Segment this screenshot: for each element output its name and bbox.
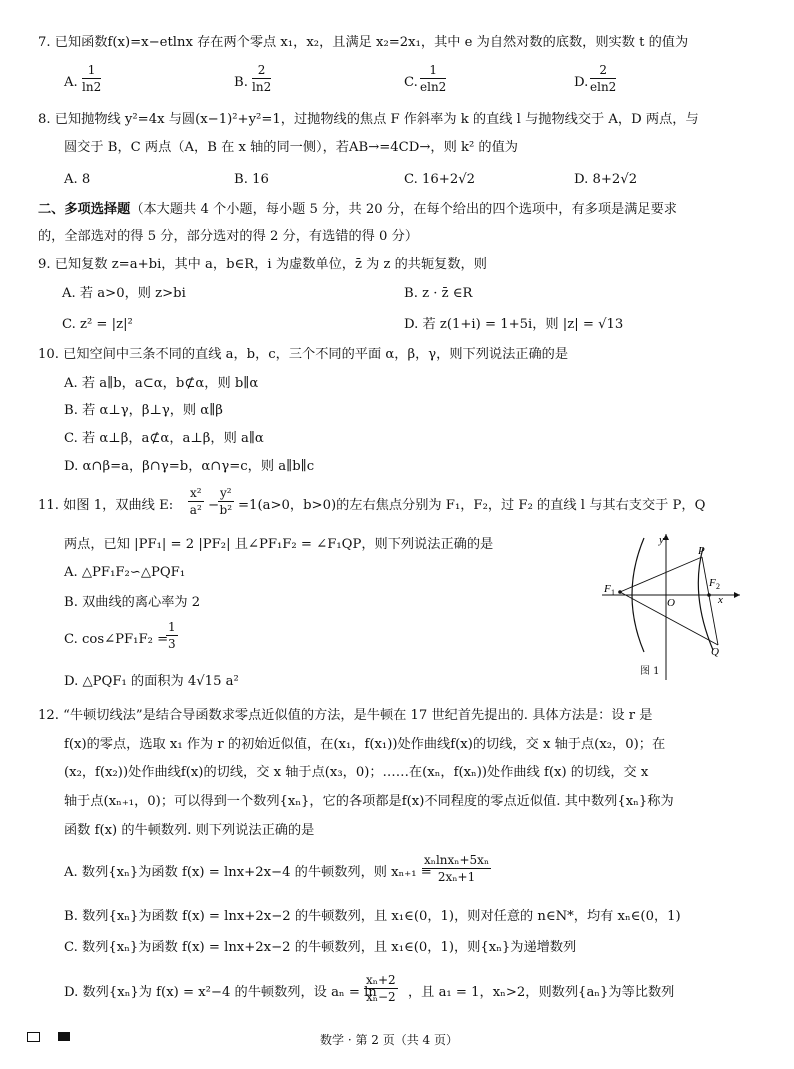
q12-option-d-post: ，且 a₁ = 1，xₙ>2，则数列{aₙ}为等比数列 <box>408 985 675 1000</box>
q7-option-b-frac: $\frac{2}{\ln 2}$ <box>252 63 272 94</box>
page-footer: 数学 · 第 2 页（共 4 页） <box>320 1033 458 1047</box>
focus-f1-point <box>618 590 622 594</box>
q8-stem-line1: 8. 已知抛物线 y²=4x 与圆(x−1)²+y²=1，过抛物线的焦点 F 作斜率为 k 的直线 l 与抛物线交于 A，D 两点，与 <box>38 112 699 127</box>
label-f1-sub: 1 <box>611 588 615 597</box>
q12-option-d-frac: $\frac{\text{xₙ+2}}{\text{xₙ−2}}$ <box>366 973 396 1004</box>
q12-stem-line1: 12. “牛顿切线法”是结合导函数求零点近似值的方法，是牛顿在 17 世纪首先提出的. 具体方法是：设 r 是 <box>38 708 653 723</box>
q11-option-d: D. △PQF₁ 的面积为 4√15 a² <box>64 674 239 689</box>
q11-stem-pre: 11. 如图 1，双曲线 E: <box>38 498 174 513</box>
label-f2-sub: 2 <box>716 582 720 591</box>
x-axis-arrow <box>734 592 740 598</box>
q7-option-d-frac: $\frac{2}{eln2}$ <box>590 63 617 94</box>
q7-option-a-frac: $\frac{1}{\ln 2}$ <box>82 63 102 94</box>
figure-1-hyperbola <box>598 530 744 690</box>
q10-option-c: C. 若 α⊥β，a⊄α，a⊥β，则 a∥α <box>64 431 264 446</box>
q12-option-d-pre: D. 数列{xₙ}为 f(x) = x²−4 的牛顿数列，设 aₙ = ln <box>64 985 377 1000</box>
q11-y2-over-b2: $\frac{\text{y²}}{\text{b²}}$ <box>219 486 233 517</box>
q7-option-c-label: C. <box>404 75 418 90</box>
q12-stem-line3: (x₂，f(x₂))处作曲线f(x)的切线，交 x 轴于点(x₃，0)；……在(xₙ，f(xₙ))处作曲线 f(x) 的切线，交 x <box>64 765 649 780</box>
q12-stem-line2: f(x)的零点，选取 x₁ 作为 r 的初始近似值，在(x₁，f(x₁))处作曲线f(x)的切线，交 x 轴于点(x₂，0)；在 <box>64 737 666 752</box>
q8-option-b: B. 16 <box>234 172 269 187</box>
label-f1: F <box>604 583 611 595</box>
q11-option-c-frac: $\frac{1}{3}$ <box>168 620 176 651</box>
q12-stem-line5: 函数 f(x) 的牛顿数列. 则下列说法正确的是 <box>64 823 315 838</box>
q12-option-c: C. 数列{xₙ}为函数 f(x) = lnx+2x−2 的牛顿数列，且 x₁∈(0，1)，则{xₙ}为递增数列 <box>64 940 577 955</box>
q10-option-b: B. 若 α⊥γ，β⊥γ，则 α∥β <box>64 403 223 418</box>
q7-stem: 7. 已知函数f(x)=x−etlnx 存在两个零点 x₁，x₂，且满足 x₂=2x₁，其中 e 为自然对数的底数，则实数 t 的值为 <box>38 35 689 50</box>
q9-option-c: C. z² = |z|² <box>62 317 133 332</box>
q7-option-c-frac: $\frac{1}{eln2}$ <box>420 63 447 94</box>
q8-stem-line2: 圆交于 B，C 两点（A，B 在 x 轴的同一侧），若AB→=4CD→，则 k² 的值为 <box>64 140 518 155</box>
q11-option-a: A. △PF₁F₂∽△PQF₁ <box>64 565 186 580</box>
q8-option-c: C. 16+2√2 <box>404 172 476 187</box>
q10-option-a: A. 若 a∥b，a⊂α，b⊄α，则 b∥α <box>64 376 259 391</box>
line-p-q <box>702 557 718 645</box>
q12-stem-line4: 轴于点(xₙ₊₁，0)；可以得到一个数列{xₙ}，它的各项都是f(x)不同程度的零点近似值. 其中数列{xₙ}称为 <box>64 794 674 809</box>
focus-f2-point <box>707 593 711 597</box>
label-y: y <box>659 534 664 546</box>
q9-option-a: A. 若 a>0，则 z>bi <box>62 286 186 301</box>
q11-stem-post: =1(a>0，b>0)的左右焦点分别为 F₁，F₂，过 F₂ 的直线 l 与其右支交于 P，Q <box>238 498 706 513</box>
q11-stem-line2: 两点，已知 |PF₁| = 2 |PF₂| 且∠PF₁F₂ = ∠F₁QP，则下列说法正确的是 <box>64 537 494 552</box>
q9-stem: 9. 已知复数 z=a+bi，其中 a，b∈R，i 为虚数单位，z̄ 为 z 的共轭复数，则 <box>38 257 487 272</box>
label-p: P <box>698 545 705 557</box>
q8-option-a: A. 8 <box>64 172 91 187</box>
line-f1-p <box>620 557 702 592</box>
q7-option-b-label: B. <box>234 75 248 90</box>
figure-1-caption: 图 1 <box>640 666 660 677</box>
section2-header <box>38 203 677 216</box>
footer-hollow-marker <box>27 1032 40 1042</box>
q9-option-d: D. 若 z(1+i) = 1+5i，则 |z| = √13 <box>404 317 624 332</box>
q10-stem: 10. 已知空间中三条不同的直线 a，b，c，三个不同的平面 α，β，γ，则下列说法正确的是 <box>38 347 569 362</box>
q12-option-a-frac: $\frac{\text{xₙlnxₙ+5xₙ}}{\text{2xₙ+1}}$ <box>424 853 490 884</box>
q10-option-d: D. α∩β=a，β∩γ=b，α∩γ=c，则 a∥b∥c <box>64 459 315 474</box>
label-q: Q <box>711 646 719 658</box>
q7-option-d-label: D. <box>574 75 589 90</box>
q11-option-b: B. 双曲线的离心率为 2 <box>64 595 201 610</box>
y-axis-arrow <box>663 534 669 540</box>
q11-option-c-pre: C. cos∠PF₁F₂ = <box>64 632 169 647</box>
q8-option-d: D. 8+2√2 <box>574 172 638 187</box>
section2-desc-line2: 的，全部选对的得 5 分，部分选对的得 2 分，有选错的得 0 分） <box>38 229 419 244</box>
q9-option-b: B. z · z̄ ∈R <box>404 286 473 301</box>
label-o: O <box>667 597 675 609</box>
section2-title: 二、多项选择题 <box>38 202 131 217</box>
hyperbola-right-branch <box>698 548 713 650</box>
footer-solid-marker <box>58 1032 70 1041</box>
q12-option-a-pre: A. 数列{xₙ}为函数 f(x) = lnx+2x−4 的牛顿数列，则 xₙ₊₁ = <box>64 865 432 880</box>
q12-option-b: B. 数列{xₙ}为函数 f(x) = lnx+2x−2 的牛顿数列，且 x₁∈(0，1)，则对任意的 n∈N*，均有 xₙ∈(0，1) <box>64 909 681 924</box>
section2-desc-line1: （本大题共 4 个小题，每小题 5 分，共 20 分，在每个给出的四个选项中，有多项是满足要求 <box>130 202 677 217</box>
label-f2: F <box>709 577 716 589</box>
q7-option-a-label: A. <box>64 75 78 90</box>
q11-x2-over-a2: $\frac{\text{x²}}{\text{a²}}$ <box>189 486 202 517</box>
label-x: x <box>718 594 723 606</box>
